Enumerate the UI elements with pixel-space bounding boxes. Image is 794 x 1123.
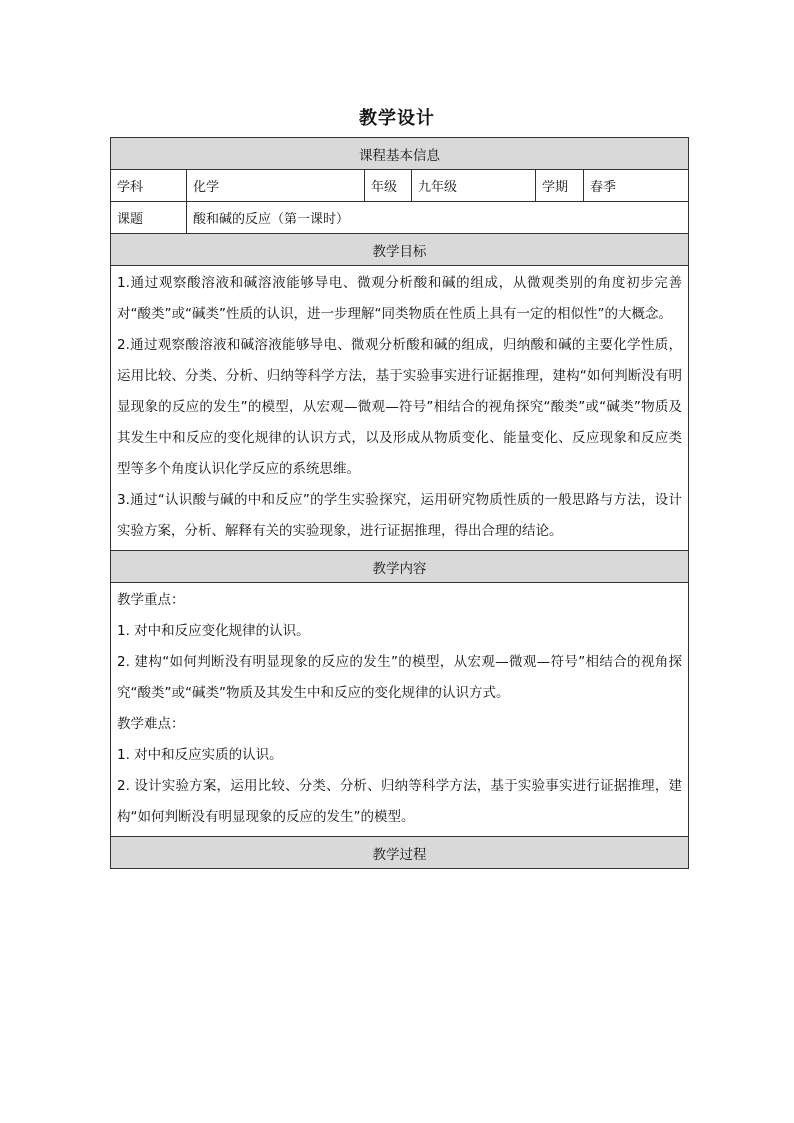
difficulty-point-item: 1. 对中和反应实质的认识。 (117, 747, 283, 763)
key-point-item: 2. 建构“如何判断没有明显现象的反应的发生”的模型，从宏观—微观—符号”相结合的视角探究“酸类”或“碱类”物质及其发生中和反应的变化规律的认识方式。 (117, 654, 683, 701)
objectives-header: 教学目标 (111, 234, 689, 266)
content-header: 教学内容 (111, 551, 689, 583)
topic-value: 酸和碱的反应（第一课时） (187, 202, 689, 234)
difficulty-point-item: 2. 设计实验方案，运用比较、分类、分析、归纳等科学方法，基于实验事实进行证据推理，建构“如何判断没有明显现象的反应的发生”的模型。 (117, 778, 683, 825)
grade-value: 九年级 (412, 170, 536, 202)
content-cell (111, 583, 689, 837)
document-title: 教学设计 (359, 108, 435, 129)
term-value: 春季 (584, 170, 689, 202)
objective-item: 3.通过“认识酸与碱的中和反应”的学生实验探究，运用研究物质性质的一般思路与方法，设计实验方案，分析、解释有关的实验现象，进行证据推理，得出合理的结论。 (117, 492, 683, 539)
objectives-row (111, 266, 689, 551)
basic-info-header-row (111, 138, 689, 170)
objectives-cell (111, 266, 689, 551)
topic-row (111, 202, 689, 234)
topic-label: 课题 (111, 202, 187, 234)
process-header-row (111, 837, 689, 869)
content-header-row (111, 551, 689, 583)
objectives-header-row (111, 234, 689, 266)
content-row (111, 583, 689, 837)
difficulty-label: 教学难点： (117, 716, 185, 732)
key-point-item: 1. 对中和反应变化规律的认识。 (117, 623, 310, 639)
grade-label: 年级 (365, 170, 412, 202)
subject-info-row (111, 170, 689, 202)
objective-item: 2.通过观察酸溶液和碱溶液能够导电、微观分析酸和碱的组成，归纳酸和碱的主要化学性质，运用比较、分类、分析、归纳等科学方法，基于实验事实进行证据推理，建构“如何判断没有明显现象的反应的发生”的模型，从宏观—微观—符号”相结合的视角探究“酸类”或“碱类”物质及其发生中和反应的变化规律的认识方式，以及形成从物质变化、能量变化、反应现象和反应类型等多个角度认识化学反应的系统思维。 (117, 337, 683, 477)
process-header: 教学过程 (111, 837, 689, 869)
objective-item: 1.通过观察酸溶液和碱溶液能够导电、微观分析酸和碱的组成，从微观类别的角度初步完善对“酸类”或“碱类”性质的认识，进一步理解“同类物质在性质上具有一定的相似性”的大概念。 (117, 275, 683, 322)
key-points-label: 教学重点： (117, 592, 185, 608)
lesson-plan-table (110, 137, 689, 869)
basic-info-header: 课程基本信息 (111, 138, 689, 170)
subject-label: 学科 (111, 170, 187, 202)
term-label: 学期 (536, 170, 584, 202)
subject-value: 化学 (187, 170, 365, 202)
